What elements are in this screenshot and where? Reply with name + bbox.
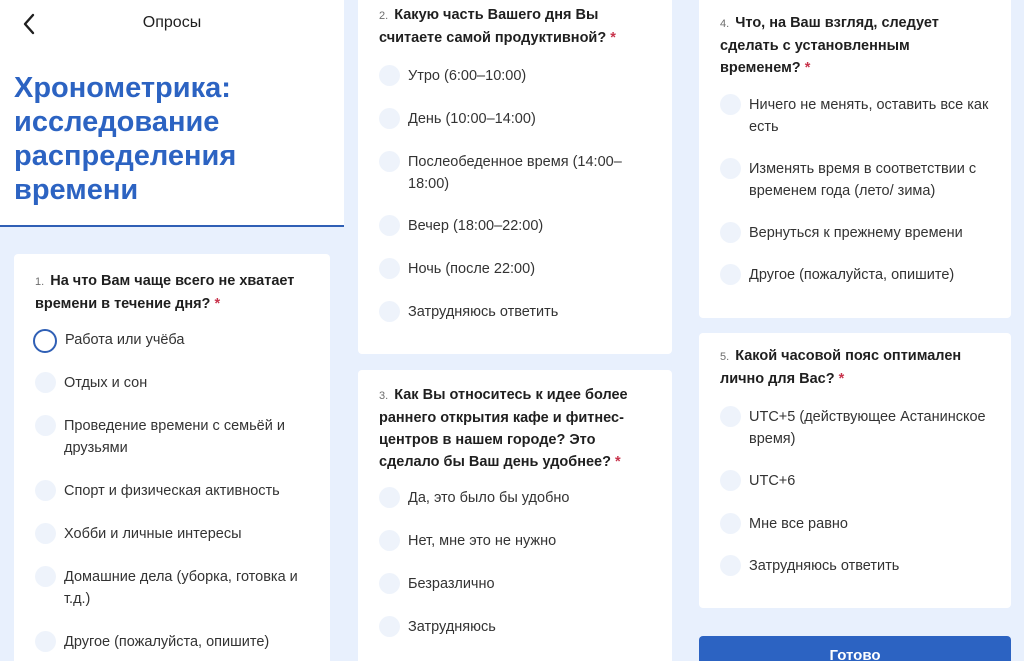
option-radio[interactable] (379, 108, 656, 130)
option-radio[interactable] (720, 470, 995, 492)
required-marker: * (610, 30, 616, 46)
radio-circle[interactable] (720, 555, 741, 576)
option-label: Да, это было бы удобно (408, 490, 570, 506)
radio-circle[interactable] (720, 264, 741, 285)
radio-circle[interactable] (35, 415, 56, 436)
option-radio[interactable] (35, 480, 314, 502)
radio-circle[interactable] (379, 301, 400, 322)
option-radio[interactable] (379, 616, 656, 638)
option-label: Затрудняюсь (408, 619, 496, 635)
nav-title: Опросы (142, 14, 202, 31)
option-radio[interactable] (35, 523, 314, 545)
option-label: UTC+6 (749, 473, 796, 489)
radio-circle[interactable] (379, 530, 400, 551)
page-title: Хронометрика: исследование распределения времени (14, 72, 237, 206)
question-title (379, 4, 639, 49)
required-marker: * (804, 60, 811, 76)
option-radio[interactable] (379, 530, 656, 552)
option-radio[interactable] (720, 406, 995, 450)
question-title (35, 270, 315, 315)
radio-circle[interactable] (720, 222, 741, 243)
question-text: Как Вы относитесь к идее более раннего открытия кафе и фитнес-центров в нашем городе? Это сделало бы Ваш день удобнее? (379, 387, 628, 470)
option-radio[interactable] (379, 65, 656, 87)
radio-circle[interactable] (379, 573, 400, 594)
radio-circle[interactable] (379, 108, 400, 129)
radio-circle[interactable] (379, 487, 400, 508)
question-text: Что, на Ваш взгляд, следует сделать с установленным временем? (720, 15, 939, 76)
option-label: Утро (6:00–10:00) (408, 68, 527, 84)
radio-circle[interactable] (35, 372, 56, 393)
option-label: Изменять время в соответствии с временем года (лето/ зима) (749, 161, 977, 199)
option-radio[interactable] (35, 415, 314, 459)
option-radio[interactable] (35, 566, 314, 610)
option-radio[interactable] (720, 94, 995, 138)
option-label: Ничего не менять, оставить все как есть (749, 97, 989, 135)
option-label: Проведение времени с семьёй и друзьями (64, 418, 285, 456)
radio-circle[interactable] (720, 94, 741, 115)
question-text: Какой часовой пояс оптимален лично для Вас? (720, 348, 962, 387)
question-text: На что Вам чаще всего не хватает времени в течение дня? (35, 273, 295, 312)
option-radio[interactable] (379, 151, 656, 195)
radio-circle[interactable] (720, 158, 741, 179)
option-radio[interactable] (35, 372, 314, 394)
option-label: День (10:00–14:00) (408, 111, 536, 127)
radio-circle[interactable] (35, 523, 56, 544)
option-radio[interactable] (35, 329, 314, 353)
option-label: Другое (пожалуйста, опишите) (749, 267, 955, 283)
option-radio[interactable] (720, 222, 995, 244)
question-number: 1. (35, 276, 45, 288)
required-marker: * (838, 371, 845, 387)
option-label: Затрудняюсь ответить (408, 304, 559, 320)
radio-circle[interactable] (720, 513, 741, 534)
option-radio[interactable] (35, 631, 314, 653)
question-card-3 (358, 370, 672, 661)
required-marker: * (214, 296, 221, 312)
option-radio[interactable] (379, 215, 656, 237)
option-label: Послеобеденное время (14:00–18:00) (408, 154, 622, 192)
option-radio[interactable] (379, 573, 656, 595)
option-radio[interactable] (379, 487, 656, 509)
question-card-1 (14, 254, 330, 661)
required-marker: * (615, 454, 621, 470)
option-label: Отдых и сон (64, 375, 148, 391)
radio-circle[interactable] (379, 258, 400, 279)
option-label: Нет, мне это не нужно (408, 533, 557, 549)
radio-circle[interactable] (720, 470, 741, 491)
question-card-4 (699, 0, 1011, 318)
option-label: Домашние дела (уборка, готовка и т.д.) (64, 569, 298, 607)
question-number: 3. (379, 390, 389, 402)
question-text: Какую часть Вашего дня Вы считаете самой продуктивной? (379, 7, 607, 46)
question-number: 5. (720, 351, 730, 363)
option-radio[interactable] (720, 513, 995, 535)
radio-circle[interactable] (35, 480, 56, 501)
question-card-5 (699, 333, 1011, 608)
question-title (720, 12, 970, 79)
question-number: 4. (720, 18, 730, 30)
option-label: Затрудняюсь ответить (749, 558, 900, 574)
radio-circle[interactable] (379, 151, 400, 172)
column-left (0, 0, 344, 650)
option-radio[interactable] (379, 258, 656, 280)
question-card-2 (358, 0, 672, 354)
radio-circle[interactable] (35, 631, 56, 652)
option-radio[interactable] (379, 301, 656, 323)
submit-button[interactable]: Готово (699, 636, 1011, 661)
radio-circle[interactable] (379, 215, 400, 236)
option-label: Спорт и физическая активность (64, 483, 280, 499)
page-header (0, 0, 344, 227)
option-radio[interactable] (720, 158, 995, 202)
option-label: Хобби и личные интересы (64, 526, 242, 542)
question-title (379, 384, 639, 473)
radio-circle[interactable] (379, 65, 400, 86)
option-radio[interactable] (720, 555, 995, 577)
question-number: 2. (379, 10, 389, 22)
radio-circle[interactable] (720, 406, 741, 427)
option-label: Мне все равно (749, 516, 848, 532)
option-label: Вечер (18:00–22:00) (408, 218, 544, 234)
option-radio[interactable] (720, 264, 995, 286)
option-label: Безразлично (408, 576, 495, 592)
radio-circle[interactable] (379, 616, 400, 637)
option-label: Ночь (после 22:00) (408, 261, 536, 277)
option-label: Другое (пожалуйста, опишите) (64, 634, 270, 650)
question-title (720, 345, 980, 390)
radio-circle[interactable] (35, 566, 56, 587)
option-label: Вернуться к прежнему времени (749, 225, 963, 241)
option-label: UTC+5 (действующее Астанинское время) (749, 409, 986, 447)
option-label: Работа или учёба (65, 332, 185, 348)
radio-circle[interactable] (33, 329, 57, 353)
